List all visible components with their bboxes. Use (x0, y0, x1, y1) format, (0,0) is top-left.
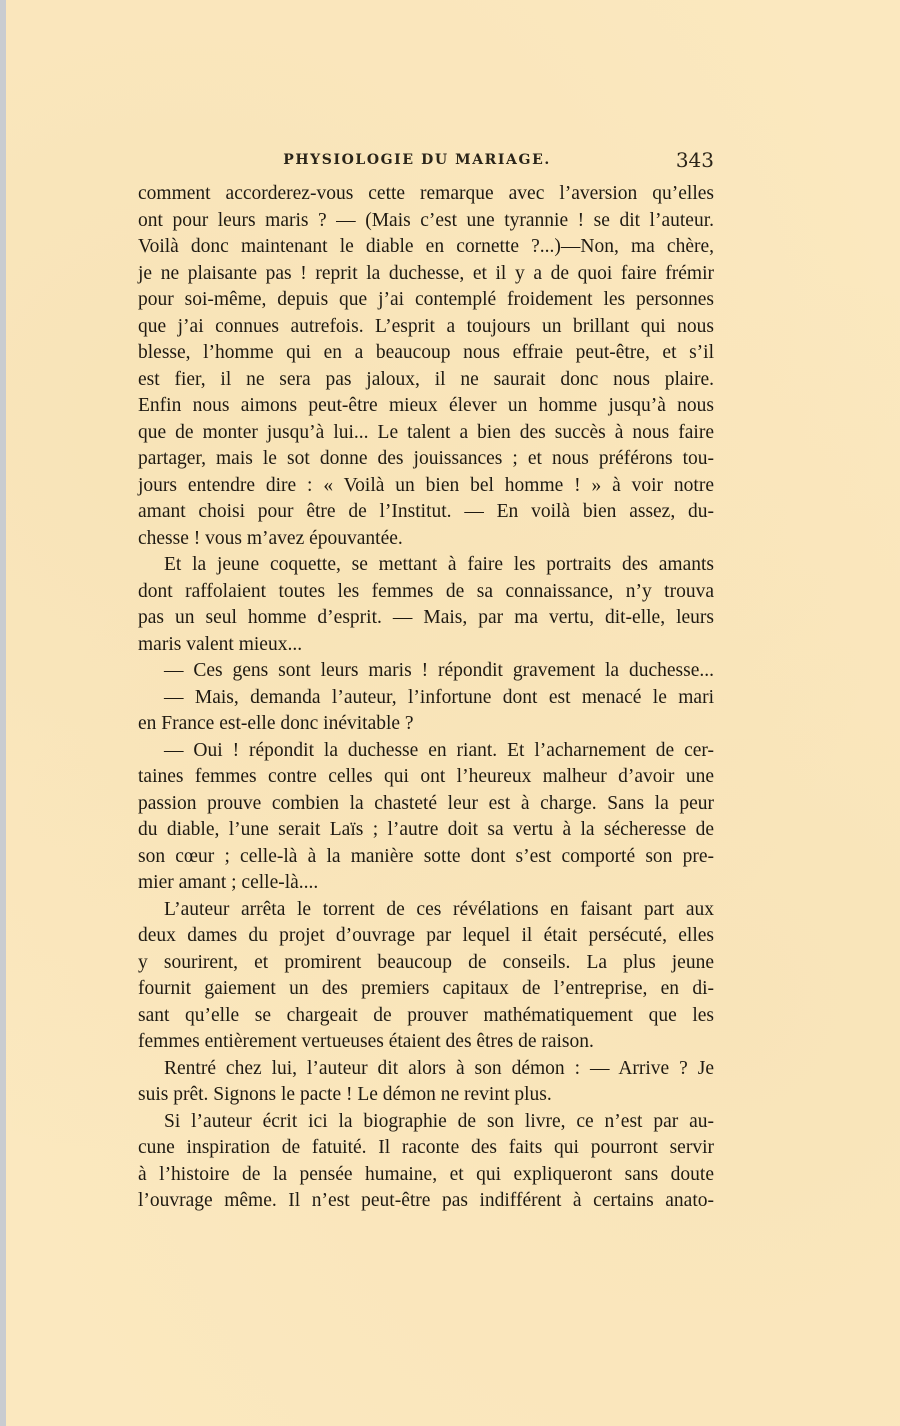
text-line: à l’histoire de la pensée humaine, et qui expliqueront sans doute (138, 1163, 714, 1185)
text-line: suis prêt. Signons le pacte ! Le démon ne revint plus. (138, 1084, 552, 1105)
text-line: — Ces gens sont leurs maris ! répondit gravement la duchesse... (164, 660, 714, 681)
text-line: je ne plaisante pas ! reprit la duchesse, et il y a de quoi faire frémir (138, 262, 714, 284)
text-line: L’auteur arrêta le torrent de ces révélations en faisant part aux (164, 898, 714, 920)
text-line: fournit gaiement un des premiers capitaux de l’entreprise, en di- (138, 978, 714, 999)
text-line: blesse, l’homme qui en a beaucoup nous effraie peut-être, et s’il (138, 342, 714, 363)
book-page (6, 0, 900, 1426)
text-line: jours entendre dire : « Voilà un bien bel homme ! » à voir notre (138, 474, 714, 496)
text-line: maris valent mieux... (138, 633, 303, 655)
text-line: du diable, l’une serait Laïs ; l’autre doit sa vertu à la sécheresse de (138, 819, 714, 840)
running-title: PHYSIOLOGIE DU MARIAGE. (283, 152, 551, 168)
text-line: — Oui ! répondit la duchesse en riant. Et l’acharnement de cer- (164, 739, 714, 761)
text-line: que j’ai connues autrefois. L’esprit a toujours un brillant qui nous (138, 315, 714, 337)
text-line: Si l’auteur écrit ici la biographie de son livre, ce n’est par au- (164, 1110, 714, 1132)
text-line: mier amant ; celle-là.... (138, 872, 319, 893)
text-line: Rentré chez lui, l’auteur dit alors à son démon : — Arrive ? Je (164, 1057, 714, 1079)
text-line: cune inspiration de fatuité. Il raconte des faits qui pourront servir (138, 1137, 714, 1158)
text-line: — Mais, demanda l’auteur, l’infortune dont est menacé le mari (164, 686, 714, 708)
text-line: est fier, il ne sera pas jaloux, il ne saurait donc nous plaire. (138, 368, 714, 390)
text-line: ont pour leurs maris ? — (Mais c’est une tyrannie ! se dit l’auteur. (138, 209, 714, 231)
text-line: pour soi-même, depuis que j’ai contemplé froidement les personnes (138, 289, 714, 310)
text-line: y sourirent, et promirent beaucoup de conseils. La plus jeune (138, 951, 714, 973)
text-line: Et la jeune coquette, se mettant à faire les portraits des amants (164, 554, 714, 575)
text-line: deux dames du projet d’ouvrage par lequel il était persécuté, elles (138, 925, 714, 946)
text-line: sant qu’elle se chargeait de prouver mathématiquement que les (138, 1004, 714, 1026)
text-line: femmes entièrement vertueuses étaient des êtres de raison. (138, 1031, 594, 1052)
body-text (138, 181, 714, 1215)
text-line: dont raffolaient toutes les femmes de sa connaissance, n’y trouva (138, 580, 714, 602)
page-number: 343 (675, 148, 714, 172)
text-line: chesse ! vous m’avez épouvantée. (138, 527, 403, 549)
text-line: pas un seul homme d’esprit. — Mais, par ma vertu, dit-elle, leurs (138, 607, 714, 628)
text-line: en France est-elle donc inévitable ? (138, 713, 414, 734)
text-line: partager, mais le sot donne des jouissances ; et nous préférons tou- (138, 448, 714, 469)
running-head (138, 148, 714, 174)
text-line: Voilà donc maintenant le diable en cornette ?...)—Non, ma chère, (138, 236, 714, 257)
text-line: amant choisi pour être de l’Institut. — En voilà bien assez, du- (138, 501, 714, 522)
text-line: taines femmes contre celles qui ont l’heureux malheur d’avoir une (138, 766, 714, 787)
text-line: passion prouve combien la chasteté leur est à charge. Sans la peur (138, 792, 714, 814)
text-line: son cœur ; celle-là à la manière sotte dont s’est comporté son pre- (138, 845, 714, 867)
text-line: l’ouvrage même. Il n’est peut-être pas indifférent à certains anato- (138, 1190, 714, 1211)
text-line: comment accorderez-vous cette remarque avec l’aversion qu’elles (138, 183, 714, 204)
text-line: Enfin nous aimons peut-être mieux élever un homme jusqu’à nous (138, 395, 714, 416)
text-line: que de monter jusqu’à lui... Le talent a bien des succès à nous faire (138, 421, 714, 443)
